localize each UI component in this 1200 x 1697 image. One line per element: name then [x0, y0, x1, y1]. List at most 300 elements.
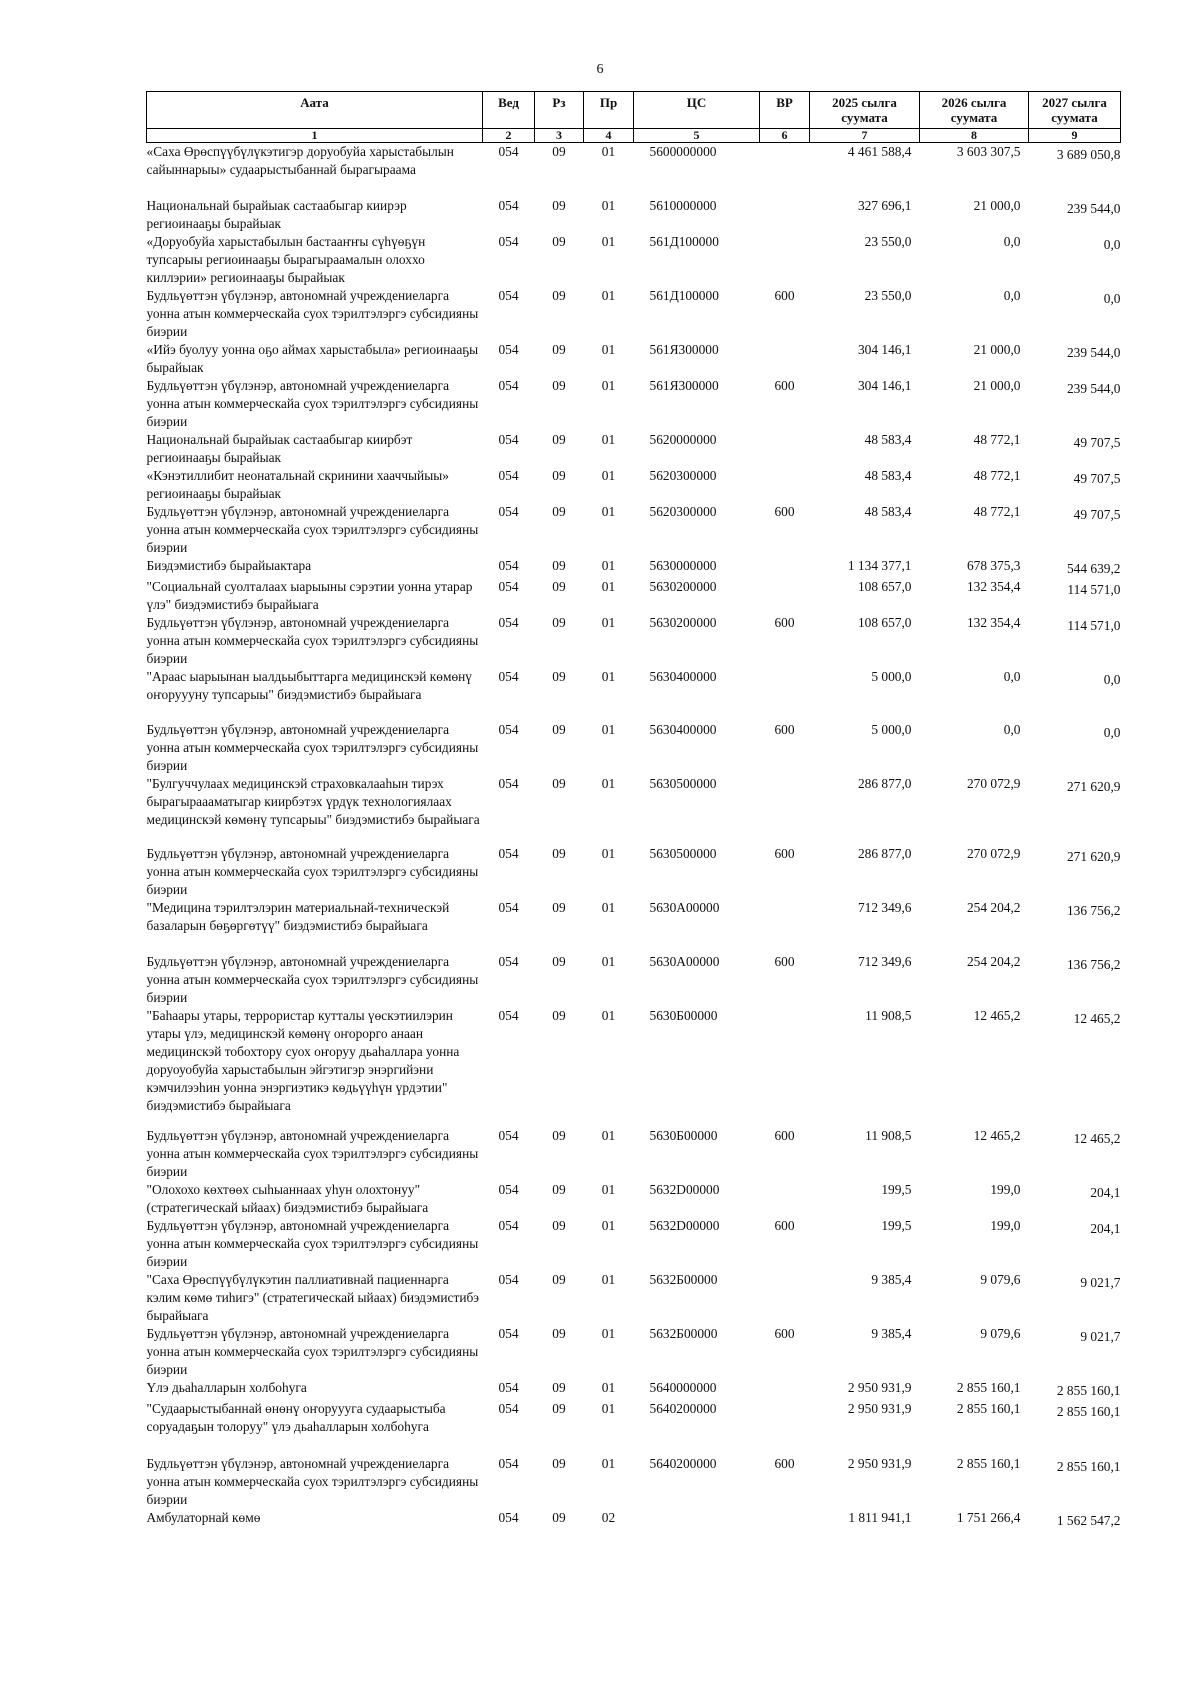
row-y2025: 9 385,4 [871, 1271, 912, 1287]
row-y2025: 23 550,0 [864, 233, 912, 249]
row-name: Будльүөттэн үбүлэнэр, автономнай учреждениеларга уонна атын коммерческайа суох тэрилтэлэргэ субсидияны биэрии [146, 845, 479, 897]
row-pr: 01 [601, 197, 616, 213]
row-vr [760, 1379, 810, 1400]
row-y2026: 21 000,0 [973, 341, 1021, 357]
row-ved: 054 [498, 775, 519, 791]
row-y2027: 239 544,0 [1066, 344, 1121, 360]
row-name: Будльүөттэн үбүлэнэр, автономнай учреждениеларга уонна атын коммерческайа суох тэрилтэлэргэ субсидияны биэрии [146, 1217, 479, 1269]
row-y2025: 23 550,0 [864, 287, 912, 303]
row-y2025: 712 349,6 [857, 953, 912, 969]
row-cs: 5630А00000 [649, 953, 720, 969]
row-y2027: 12 465,2 [1073, 1010, 1121, 1026]
header-col-number: 8 [920, 129, 1029, 143]
row-y2027: 0,0 [1103, 236, 1121, 252]
row-y2025: 48 583,4 [864, 431, 912, 447]
row-pr: 01 [601, 1181, 616, 1197]
row-name: Будльүөттэн үбүлэнэр, автономнай учреждениеларга уонна атын коммерческайа суох тэрилтэлэргэ субсидияны биэрии [146, 377, 479, 429]
row-name: "Араас ыарыынан ыалдьыбыттарга медицинскэй көмөнү оҥоруууну тупсарыы" биэдэмистибэ бырайыага [146, 668, 473, 702]
table-row [147, 1271, 1121, 1325]
row-y2027: 2 855 160,1 [1056, 1458, 1121, 1474]
row-pr: 01 [601, 1007, 616, 1023]
row-y2025: 48 583,4 [864, 503, 912, 519]
table-row [147, 614, 1121, 668]
row-cs: 5632Б00000 [649, 1325, 718, 1341]
row-y2026: 199,0 [990, 1217, 1021, 1233]
row-vr [760, 578, 810, 614]
row-rz: 09 [552, 1379, 566, 1395]
row-rz: 09 [552, 845, 566, 861]
row-y2027: 239 544,0 [1066, 380, 1121, 396]
row-ved: 054 [498, 503, 519, 519]
row-cs: 5630Б00000 [649, 1127, 718, 1143]
row-y2026: 270 072,9 [966, 775, 1021, 791]
header-y2026: 2026 сылга суумата [920, 92, 1029, 129]
row-y2027: 204,1 [1090, 1184, 1121, 1200]
table-row [147, 721, 1121, 775]
row-rz: 09 [552, 467, 566, 483]
row-y2026: 21 000,0 [973, 197, 1021, 213]
row-y2026: 2 855 160,1 [956, 1379, 1021, 1395]
table-row [147, 1181, 1121, 1217]
row-ved: 054 [498, 1271, 519, 1287]
table-body [147, 143, 1121, 1545]
row-vr: 600 [774, 1455, 795, 1471]
row-rz: 09 [552, 557, 566, 573]
table-row [147, 1379, 1121, 1400]
row-y2026: 0,0 [1003, 233, 1021, 249]
row-rz: 09 [552, 1217, 566, 1233]
row-y2027: 49 707,5 [1073, 506, 1121, 522]
table-row [147, 197, 1121, 233]
row-ved: 054 [498, 1181, 519, 1197]
row-vr: 600 [774, 1217, 795, 1233]
row-rz: 09 [552, 287, 566, 303]
row-ved: 054 [498, 578, 519, 594]
row-rz: 09 [552, 377, 566, 393]
row-name: "Медицина тэрилтэлэрин материальнай-техническэй базаларын бөҕөргөтүү" биэдэмистибэ бырайыага [146, 899, 450, 933]
row-name: Национальнай бырайыак састаабыгар киирбэт региоинааҕы бырайыак [146, 431, 413, 465]
row-name: Амбулаторнай көмө [146, 1509, 261, 1525]
row-pr: 01 [601, 899, 616, 915]
header-col-number: 6 [760, 129, 810, 143]
row-pr: 01 [601, 467, 616, 483]
table-row [147, 341, 1121, 377]
row-y2027: 9 021,7 [1080, 1274, 1121, 1290]
row-vr [760, 1271, 810, 1325]
row-pr: 01 [601, 1455, 616, 1471]
row-vr: 600 [774, 1127, 795, 1143]
table-row [147, 668, 1121, 721]
row-pr: 01 [601, 503, 616, 519]
table-row [147, 1325, 1121, 1379]
row-vr: 600 [774, 953, 795, 969]
row-rz: 09 [552, 503, 566, 519]
row-cs: 5640000000 [649, 1379, 717, 1395]
row-pr: 01 [601, 721, 616, 737]
row-y2027: 2 855 160,1 [1056, 1403, 1121, 1419]
row-rz: 09 [552, 197, 566, 213]
row-ved: 054 [498, 614, 519, 630]
row-y2027: 0,0 [1103, 724, 1121, 740]
row-ved: 054 [498, 233, 519, 249]
row-y2027: 0,0 [1103, 290, 1121, 306]
row-y2026: 21 000,0 [973, 377, 1021, 393]
row-pr: 01 [601, 431, 616, 447]
row-rz: 09 [552, 578, 566, 594]
row-cs: 5630Б00000 [649, 1007, 718, 1023]
row-name: Национальнай бырайыак састаабыгар киирэр региоинааҕы бырайыак [146, 197, 407, 231]
row-ved: 054 [498, 144, 519, 159]
row-name: "Баһаары утары, террористар кутталы үөскэтиилэрин утары үлэ, медицинскэй көмөнү оҥорорго анаан медицинскэй тобохтору суох оҥоруу дьаһаллара уонна доруоуобуйа харыстабылын эйгэтигэр энэргийэни кэмчилээһин уонна энэргиэтикэ көдьүүһүн үрдэтии" биэдэмистибэ бырайыага [146, 1007, 460, 1113]
row-y2027: 239 544,0 [1066, 200, 1121, 216]
table-row [147, 431, 1121, 467]
row-rz: 09 [552, 1127, 566, 1143]
row-cs: 5630200000 [649, 614, 717, 630]
row-name: "Судаарыстыбаннай өнөнү оҥоруууга судаарыстыба соруадаҕын толоруу" үлэ дьаһалларын холбоһуга [146, 1400, 446, 1434]
row-pr: 01 [601, 1127, 616, 1143]
table-row [147, 1007, 1121, 1127]
row-cs: 5640200000 [649, 1400, 717, 1416]
row-ved: 054 [498, 197, 519, 213]
row-pr: 01 [601, 233, 616, 249]
row-y2026: 2 855 160,1 [956, 1455, 1021, 1471]
row-rz: 09 [552, 1509, 566, 1525]
table-row [147, 233, 1121, 287]
row-y2025: 327 696,1 [857, 197, 912, 213]
row-pr: 02 [601, 1509, 616, 1525]
row-y2026: 9 079,6 [980, 1325, 1021, 1341]
row-y2026: 48 772,1 [973, 503, 1021, 519]
row-ved: 054 [498, 1217, 519, 1233]
row-name: Үлэ дьаһалларын холбоһуга [146, 1379, 307, 1395]
row-pr: 01 [601, 845, 616, 861]
row-cs: 5600000000 [649, 144, 717, 159]
header-col-number: 3 [535, 129, 584, 143]
row-y2025: 2 950 931,9 [847, 1455, 912, 1471]
row-pr: 01 [601, 287, 616, 303]
row-ved: 054 [498, 721, 519, 737]
row-pr: 01 [601, 953, 616, 969]
row-cs: 5632D00000 [649, 1181, 720, 1197]
row-ved: 054 [498, 1325, 519, 1341]
header-y2027: 2027 сылга суумата [1029, 92, 1121, 129]
header-y2025: 2025 сылга суумата [810, 92, 920, 129]
header-cs: ЦС [634, 92, 760, 129]
row-y2025: 108 657,0 [857, 614, 912, 630]
header-col-number: 2 [483, 129, 535, 143]
row-vr [760, 1007, 810, 1127]
header-col-number: 7 [810, 129, 920, 143]
row-cs: 5630400000 [649, 721, 717, 737]
row-ved: 054 [498, 431, 519, 447]
table-row [147, 1455, 1121, 1509]
row-rz: 09 [552, 1007, 566, 1023]
row-y2027: 204,1 [1090, 1220, 1121, 1236]
row-y2027: 114 571,0 [1067, 617, 1121, 633]
row-y2025: 304 146,1 [857, 377, 912, 393]
row-cs: 5630500000 [649, 775, 717, 791]
row-y2025: 5 000,0 [871, 721, 912, 737]
row-ved: 054 [498, 845, 519, 861]
row-cs: 5630А00000 [649, 899, 720, 915]
row-y2025: 2 950 931,9 [847, 1379, 912, 1395]
row-y2027: 114 571,0 [1067, 581, 1121, 597]
row-rz: 09 [552, 1400, 566, 1416]
row-rz: 09 [552, 341, 566, 357]
row-y2025: 2 950 931,9 [847, 1400, 912, 1416]
header-col-number: 5 [634, 129, 760, 143]
row-ved: 054 [498, 1455, 519, 1471]
header-col-number: 1 [147, 129, 483, 143]
table-row [147, 467, 1121, 503]
row-vr [760, 899, 810, 953]
table-row [147, 1400, 1121, 1455]
row-name: Будльүөттэн үбүлэнэр, автономнай учреждениеларга уонна атын коммерческайа суох тэрилтэлэргэ субсидияны биэрии [146, 503, 479, 555]
row-ved: 054 [498, 341, 519, 357]
row-y2027: 136 756,2 [1066, 902, 1121, 918]
row-y2025: 48 583,4 [864, 467, 912, 483]
row-rz: 09 [552, 721, 566, 737]
row-y2025: 199,5 [881, 1181, 912, 1197]
row-vr [760, 775, 810, 845]
table-row [147, 143, 1121, 197]
row-y2025: 304 146,1 [857, 341, 912, 357]
row-y2027: 271 620,9 [1066, 778, 1121, 794]
row-y2027: 2 855 160,1 [1056, 1382, 1121, 1398]
row-y2025: 4 461 588,4 [847, 144, 912, 159]
row-ved: 054 [498, 953, 519, 969]
row-rz: 09 [552, 775, 566, 791]
row-cs: 5630500000 [649, 845, 717, 861]
row-pr: 01 [601, 668, 616, 684]
header-col-number: 4 [584, 129, 634, 143]
row-cs: 5630000000 [649, 557, 717, 573]
row-name: "Булгуччулаах медицинскэй страховкалааһын тирэх бырагыраааматыгар киирбэтэх үрдүк технологиялаах медицинскэй көмөнү тупсарыы" биэдэмистибэ бырайыага [146, 775, 480, 827]
row-name: Будльүөттэн үбүлэнэр, автономнай учреждениеларга уонна атын коммерческайа суох тэрилтэлэргэ субсидияны биэрии [146, 614, 479, 666]
budget-table [146, 91, 1121, 1545]
row-ved: 054 [498, 899, 519, 915]
table-row [147, 578, 1121, 614]
row-vr [760, 557, 810, 578]
row-pr: 01 [601, 1379, 616, 1395]
row-vr [760, 233, 810, 287]
row-cs: 5620000000 [649, 431, 717, 447]
table-row [147, 377, 1121, 431]
row-y2025: 11 908,5 [865, 1127, 912, 1143]
row-y2026: 48 772,1 [973, 431, 1021, 447]
row-y2027: 1 562 547,2 [1056, 1512, 1121, 1528]
row-name: Биэдэмистибэ бырайыактара [146, 557, 312, 573]
row-pr: 01 [601, 1271, 616, 1287]
row-pr: 01 [601, 614, 616, 630]
row-y2025: 11 908,5 [865, 1007, 912, 1023]
row-name: Будльүөттэн үбүлэнэр, автономнай учреждениеларга уонна атын коммерческайа суох тэрилтэлэргэ субсидияны биэрии [146, 953, 479, 1005]
row-y2025: 1 134 377,1 [847, 557, 912, 573]
row-ved: 054 [498, 668, 519, 684]
row-vr: 600 [774, 614, 795, 630]
row-ved: 054 [498, 1400, 519, 1416]
row-y2026: 2 855 160,1 [956, 1400, 1021, 1416]
row-y2026: 270 072,9 [966, 845, 1021, 861]
row-y2026: 0,0 [1003, 668, 1021, 684]
row-rz: 09 [552, 614, 566, 630]
row-y2026: 9 079,6 [980, 1271, 1021, 1287]
row-y2026: 254 204,2 [966, 899, 1021, 915]
row-rz: 09 [552, 431, 566, 447]
row-name: Будльүөттэн үбүлэнэр, автономнай учреждениеларга уонна атын коммерческайа суох тэрилтэлэргэ субсидияны биэрии [146, 1325, 479, 1377]
row-cs: 561Я300000 [649, 341, 719, 357]
row-y2026: 12 465,2 [973, 1127, 1021, 1143]
row-vr: 600 [774, 845, 795, 861]
row-rz: 09 [552, 1181, 566, 1197]
row-y2025: 286 877,0 [857, 845, 912, 861]
row-ved: 054 [498, 1509, 519, 1525]
row-pr: 01 [601, 377, 616, 393]
header-vr: ВР [760, 92, 810, 129]
row-ved: 054 [498, 1379, 519, 1395]
row-name: «Саха Өрөспүүбүлүкэтигэр доруобуйа харыстабылын сайыннарыы» судаарыстыбаннай бырагыраама [146, 144, 454, 177]
row-y2026: 12 465,2 [973, 1007, 1021, 1023]
table-header [147, 92, 1121, 143]
row-vr [760, 1181, 810, 1217]
row-y2027: 9 021,7 [1080, 1328, 1121, 1344]
row-y2026: 199,0 [990, 1181, 1021, 1197]
header-col-number: 9 [1029, 129, 1121, 143]
row-y2025: 9 385,4 [871, 1325, 912, 1341]
row-pr: 01 [601, 775, 616, 791]
table-row [147, 953, 1121, 1007]
row-vr [760, 668, 810, 721]
row-pr: 01 [601, 557, 616, 573]
row-rz: 09 [552, 233, 566, 249]
row-rz: 09 [552, 144, 566, 159]
header-ved: Вед [483, 92, 535, 129]
row-y2026: 254 204,2 [966, 953, 1021, 969]
row-y2026: 48 772,1 [973, 467, 1021, 483]
row-y2026: 678 375,3 [966, 557, 1021, 573]
row-name: «Доруобуйа харыстабылын бастааҥҥы сүһүөҕүн тупсарыы региоинааҕы бырагыраамалын олоххо киллэрии» региоинааҕы бырайыак [146, 233, 426, 285]
row-ved: 054 [498, 1127, 519, 1143]
row-rz: 09 [552, 1455, 566, 1471]
row-vr [760, 1400, 810, 1455]
budget-table-wrap [146, 91, 1120, 1545]
row-rz: 09 [552, 1271, 566, 1287]
row-vr [760, 143, 810, 197]
table-row [147, 1217, 1121, 1271]
row-y2025: 712 349,6 [857, 899, 912, 915]
row-name: "Саха Өрөспүүбүлүкэтин паллиативнай пациеннарга кэлим көмө тиһигэ" (стратегическай ыйаах) биэдэмистибэ бырайыага [146, 1271, 480, 1323]
header-name: Аата [147, 92, 483, 129]
row-ved: 054 [498, 287, 519, 303]
row-pr: 01 [601, 144, 616, 159]
table-row [147, 775, 1121, 845]
row-y2026: 132 354,4 [966, 614, 1021, 630]
row-cs: 5632Б00000 [649, 1271, 718, 1287]
row-cs: 5632D00000 [649, 1217, 720, 1233]
row-vr: 600 [774, 503, 795, 519]
row-y2026: 3 603 307,5 [956, 144, 1021, 159]
row-cs: 5620300000 [649, 467, 717, 483]
row-pr: 01 [601, 1325, 616, 1341]
row-rz: 09 [552, 899, 566, 915]
row-cs: 561Д100000 [649, 287, 719, 303]
row-cs: 5610000000 [649, 197, 717, 213]
row-rz: 09 [552, 953, 566, 969]
row-name: "Социальнай суолталаах ыарыыны сэрэтии уонна утарар үлэ" биэдэмистибэ бырайыага [146, 578, 473, 612]
row-y2027: 49 707,5 [1073, 470, 1121, 486]
row-y2025: 199,5 [881, 1217, 912, 1233]
row-vr [760, 1509, 810, 1545]
row-y2025: 1 811 941,1 [848, 1509, 912, 1525]
row-rz: 09 [552, 668, 566, 684]
row-pr: 01 [601, 341, 616, 357]
row-name: "Олохохо көхтөөх сыһыаннаах уһун олохтонуу" (стратегическай ыйаах) биэдэмистибэ бырайыага [146, 1181, 429, 1215]
row-y2027: 12 465,2 [1073, 1130, 1121, 1146]
row-y2025: 108 657,0 [857, 578, 912, 594]
row-vr: 600 [774, 377, 795, 393]
table-row [147, 557, 1121, 578]
row-y2027: 3 689 050,8 [1056, 147, 1121, 162]
row-cs: 5630200000 [649, 578, 717, 594]
table-row [147, 287, 1121, 341]
row-vr [760, 467, 810, 503]
row-ved: 054 [498, 557, 519, 573]
header-pr: Пр [584, 92, 634, 129]
row-y2026: 0,0 [1003, 721, 1021, 737]
row-y2027: 136 756,2 [1066, 956, 1121, 972]
table-row [147, 1127, 1121, 1181]
row-y2027: 271 620,9 [1066, 848, 1121, 864]
row-ved: 054 [498, 467, 519, 483]
row-y2026: 0,0 [1003, 287, 1021, 303]
row-y2025: 286 877,0 [857, 775, 912, 791]
row-name: Будльүөттэн үбүлэнэр, автономнай учреждениеларга уонна атын коммерческайа суох тэрилтэлэргэ субсидияны биэрии [146, 1455, 479, 1507]
row-ved: 054 [498, 1007, 519, 1023]
row-cs: 561Д100000 [649, 233, 719, 249]
row-name: Будльүөттэн үбүлэнэр, автономнай учреждениеларга уонна атын коммерческайа суох тэрилтэлэргэ субсидияны биэрии [146, 287, 479, 339]
row-cs: 5620300000 [649, 503, 717, 519]
row-pr: 01 [601, 578, 616, 594]
row-y2027: 0,0 [1103, 671, 1121, 687]
row-name: Будльүөттэн үбүлэнэр, автономнай учреждениеларга уонна атын коммерческайа суох тэрилтэлэргэ субсидияны биэрии [146, 1127, 479, 1179]
row-vr [760, 341, 810, 377]
row-y2025: 5 000,0 [871, 668, 912, 684]
table-row [147, 1509, 1121, 1545]
row-cs: 5640200000 [649, 1455, 717, 1471]
table-row [147, 503, 1121, 557]
row-name: «Кэнэтиллибит неонатальнай скринини хааччыйыы» региоинааҕы бырайыак [146, 467, 449, 501]
row-vr: 600 [774, 721, 795, 737]
row-vr [760, 197, 810, 233]
row-rz: 09 [552, 1325, 566, 1341]
row-pr: 01 [601, 1217, 616, 1233]
row-cs: 5630400000 [649, 668, 717, 684]
row-y2026: 132 354,4 [966, 578, 1021, 594]
row-name: «Ийэ буолуу уонна оҕо аймах харыстабыла» региоинааҕы бырайыак [146, 341, 479, 375]
row-y2027: 49 707,5 [1073, 434, 1121, 450]
row-y2027: 544 639,2 [1066, 560, 1121, 576]
row-pr: 01 [601, 1400, 616, 1416]
row-vr [760, 431, 810, 467]
row-ved: 054 [498, 377, 519, 393]
row-y2026: 1 751 266,4 [956, 1509, 1021, 1525]
row-vr: 600 [774, 1325, 795, 1341]
header-rz: Рз [535, 92, 584, 129]
table-row [147, 845, 1121, 899]
row-vr: 600 [774, 287, 795, 303]
row-cs [634, 1509, 760, 1545]
table-row [147, 899, 1121, 953]
